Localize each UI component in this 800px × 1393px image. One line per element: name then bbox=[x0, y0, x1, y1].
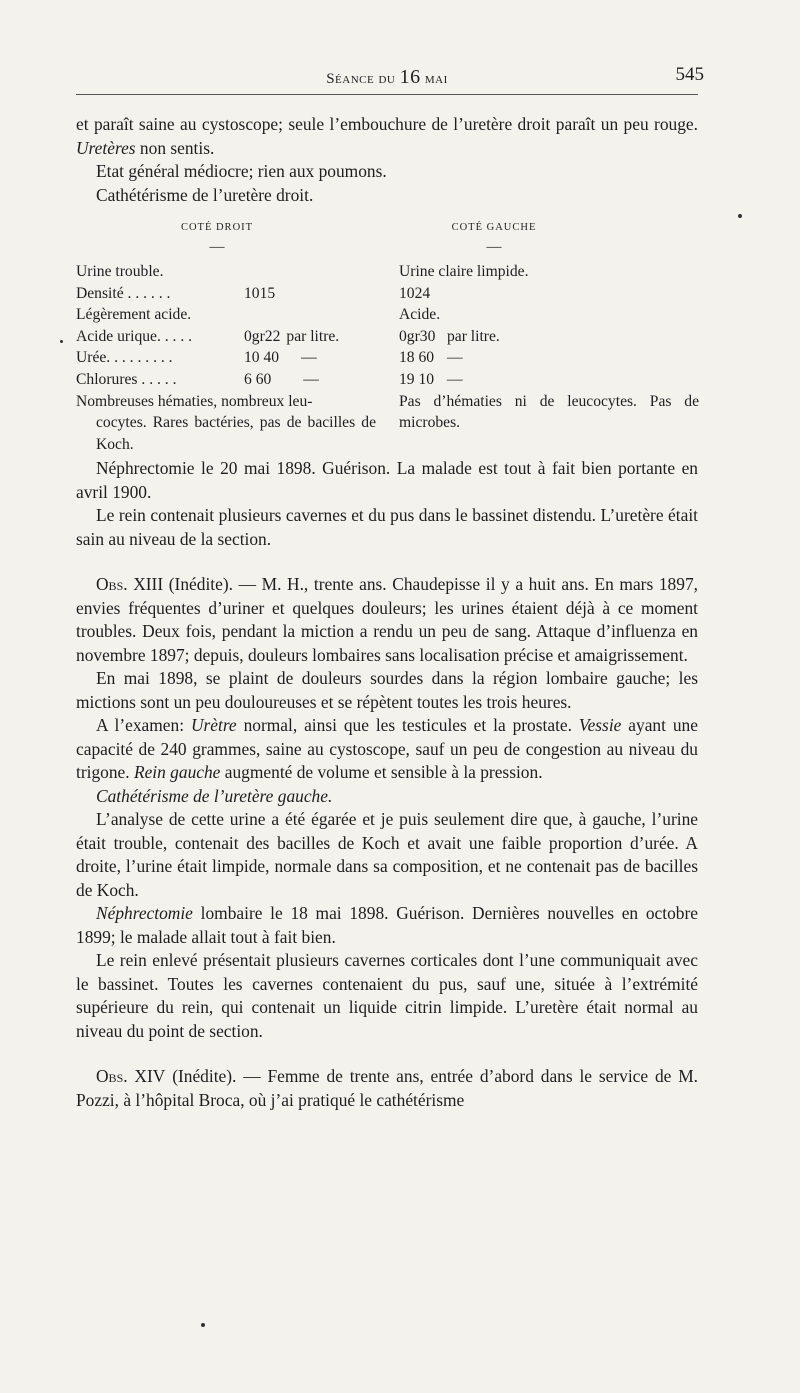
obs-13-text: (Inédite). — M. H., trente ans. Chaudepisse il y a huit ans. En mars 1897, envies fréquentes d’uriner et quelques douleurs; les urines étaient déjà à ce moment troubles. Deux fois, pendant la miction a rendu un peu de sang. Attaque d’influenza en novembre 1897; depuis, douleurs lombaires sans localisation précise et amaigrissement. bbox=[76, 574, 698, 665]
left-note-line-1: Nombreuses hématies, nombreux leu- bbox=[76, 392, 313, 410]
intro-line-1: et paraît saine au cystoscope; seule l’embouchure de l’uretère droit paraît un peu rouge. bbox=[76, 114, 698, 134]
obs-13-paragraph bbox=[76, 573, 698, 667]
page-number: 545 bbox=[675, 64, 704, 85]
table-row bbox=[399, 326, 699, 348]
nephrectomie-text: lombaire le 18 mai 1898. Guérison. Dernières nouvelles en octobre 1899; le malade allait tout à fait bien. bbox=[76, 903, 698, 947]
running-title-day: 16 bbox=[399, 66, 421, 88]
obs-13-p3 bbox=[76, 714, 698, 785]
intro-paragraph bbox=[76, 113, 698, 160]
obs-13-p4 bbox=[76, 785, 698, 809]
row-unit: par litre. bbox=[447, 327, 500, 345]
obs-13-p5: L’analyse de cette urine a été égarée et je puis seulement dire que, à gauche, l’urine était trouble, contenait des bacilles de Koch et avait une faible proportion d’urée. A droite, l’urine était limpide, normale dans sa composition, et ne contenait pas de bacilles de Koch. bbox=[76, 809, 698, 900]
row-value: 18 60 bbox=[399, 349, 435, 367]
catheterisme-gauche-italic: Cathétérisme de l’uretère gauche. bbox=[96, 785, 333, 806]
table-row bbox=[76, 304, 376, 326]
examen-lead: A l’examen: bbox=[96, 715, 185, 735]
examen-text-3: augmenté de volume et sensible à la pression. bbox=[224, 762, 543, 782]
right-note: Pas d’hématies ni de leucocytes. Pas de microbes. bbox=[399, 392, 699, 432]
row-unit: — bbox=[301, 349, 317, 367]
row-label: Urée. . . . . . . . . bbox=[76, 349, 173, 367]
row-label: Urine trouble. bbox=[76, 263, 164, 280]
running-title-prefix: Séance du bbox=[326, 71, 396, 87]
table-row bbox=[76, 261, 376, 283]
row-label: Légèrement acide. bbox=[76, 306, 192, 324]
rein-paragraph: Le rein contenait plusieurs cavernes et du pus dans le bassinet distendu. L’uretère était sain au niveau de la section. bbox=[76, 505, 698, 549]
obs-13-label: Obs. XIII bbox=[96, 574, 164, 594]
table-row bbox=[399, 347, 699, 369]
column-dash-droit: — bbox=[209, 239, 225, 255]
table-row bbox=[76, 369, 376, 391]
obs-14-paragraph bbox=[76, 1065, 698, 1112]
etat-general-line: Etat général médiocre; rien aux poumons. bbox=[96, 161, 387, 181]
row-label: Densité . . . . . . bbox=[76, 284, 171, 302]
examen-text-2: ayant une capacité de 240 grammes, saine au cystoscope, sauf un peu de congestion au niveau du trigone. bbox=[76, 715, 698, 782]
row-value: Acide. bbox=[399, 306, 441, 324]
intro-uretere-italic: Uretères bbox=[76, 137, 136, 158]
row-value: 0gr22 bbox=[244, 327, 281, 345]
comparison-table bbox=[76, 217, 699, 453]
table-row bbox=[76, 326, 376, 348]
row-value: 6 60 bbox=[244, 370, 272, 388]
row-value: 1024 bbox=[399, 284, 431, 302]
column-droit bbox=[76, 217, 376, 455]
running-title bbox=[76, 66, 698, 89]
obs-13-p6 bbox=[76, 902, 698, 949]
examen-text-1: normal, ainsi que les testicules et la prostate. bbox=[243, 715, 572, 735]
column-dash-gauche: — bbox=[486, 239, 502, 255]
table-row bbox=[399, 261, 699, 283]
row-label: Chlorures . . . . . bbox=[76, 370, 177, 388]
row-unit: — bbox=[447, 370, 463, 388]
paper-speck bbox=[60, 340, 63, 343]
running-title-month: mai bbox=[424, 71, 448, 87]
row-value: 19 10 bbox=[399, 370, 435, 388]
running-head bbox=[76, 62, 704, 95]
page bbox=[76, 62, 704, 1112]
column-header-gauche: COTÉ GAUCHE bbox=[451, 222, 537, 233]
left-note-line-2: cocytes. Rares bactéries, pas de bacilles de Koch. bbox=[96, 414, 376, 453]
obs-13-p7: Le rein enlevé présentait plusieurs cavernes corticales dont l’une communiquait avec le bassinet. Toutes les cavernes contenaient du pus, sauf une, située à l’extrémité supérieure du rein, qui contenait un liquide citrin limpide. L’uretère était normal au niveau du point de section. bbox=[76, 950, 698, 1041]
row-label: Acide urique. . . . . bbox=[76, 327, 193, 345]
row-value: 1015 bbox=[244, 284, 276, 302]
row-unit: par litre. bbox=[286, 327, 340, 345]
table-row bbox=[76, 347, 376, 369]
table-row bbox=[399, 304, 699, 326]
vessie-italic: Vessie bbox=[578, 715, 622, 735]
left-note bbox=[76, 391, 376, 456]
urethre-italic: Urètre bbox=[190, 715, 237, 735]
row-unit: — bbox=[303, 370, 319, 388]
obs-14-text: (Inédite). — Femme de trente ans, entrée d’abord dans le service de M. Pozzi, à l’hôpital Broca, où j’ai pratiqué le cathétérisme bbox=[76, 1066, 699, 1110]
column-gauche bbox=[399, 217, 699, 434]
row-unit: — bbox=[447, 349, 463, 367]
obs-14-label: Obs. XIV bbox=[96, 1066, 166, 1086]
intro-line-2: non sentis. bbox=[139, 137, 215, 158]
paper-speck bbox=[738, 214, 742, 218]
nephrectomie-paragraph: Néphrectomie le 20 mai 1898. Guérison. La malade est tout à fait bien portante en avril 1900. bbox=[76, 458, 698, 502]
paper-speck bbox=[201, 1323, 205, 1327]
row-value: 10 40 bbox=[244, 349, 280, 367]
row-value: Urine claire limpide. bbox=[399, 263, 529, 280]
table-row bbox=[399, 283, 699, 305]
row-value: 0gr30 bbox=[399, 327, 436, 345]
rein-gauche-italic: Rein gauche bbox=[133, 762, 221, 782]
obs-13-p2: En mai 1898, se plaint de douleurs sourdes dans la région lombaire gauche; les mictions sont un peu douloureuses et se répètent toutes les trois heures. bbox=[76, 668, 698, 712]
table-row bbox=[76, 283, 376, 305]
catheterisme-line: Cathétérisme de l’uretère droit. bbox=[96, 184, 314, 205]
nephrectomie-italic: Néphrectomie bbox=[96, 903, 193, 923]
column-header-droit: COTÉ DROIT bbox=[180, 222, 254, 233]
table-row bbox=[399, 369, 699, 391]
